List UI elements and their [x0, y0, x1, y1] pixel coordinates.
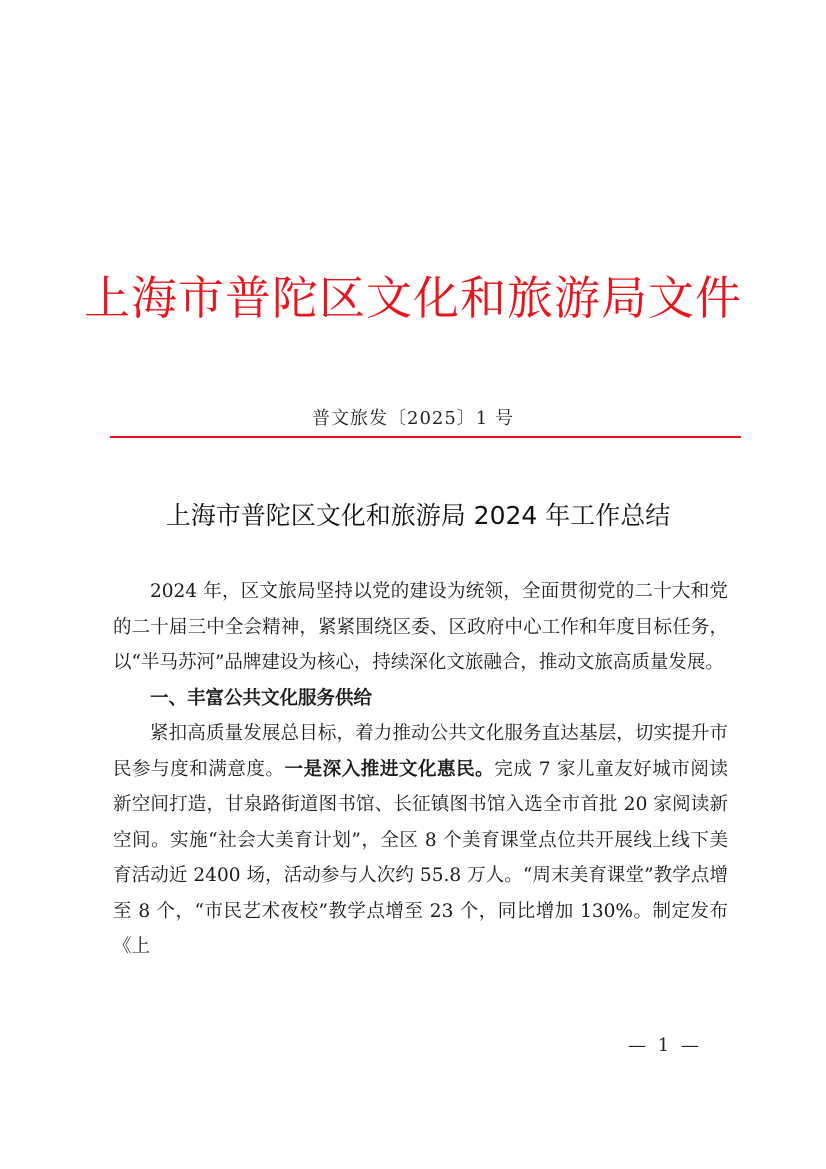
body-paragraph [113, 716, 728, 965]
document-number: 普文旅发〔2025〕1 号 [312, 408, 514, 429]
paragraph-lead-text: 紧扣高质量发展总目标，着力推动公共文化服务直达基层，切实提升市民参与度和满意度。 [113, 723, 728, 780]
issuer-red-header: 上海市普陀区文化和旅游局文件 [84, 271, 742, 325]
page-number: — 1 — [628, 1035, 702, 1056]
section-heading: 一、丰富公共文化服务供给 [150, 687, 373, 709]
intro-paragraph: 2024 年，区文旅局坚持以党的建设为统领，全面贯彻党的二十大和党的二十届三中全会精神，紧紧围绕区委、区政府中心工作和年度目标任务，以“半马苏河”品牌建设为核心，持续深化文旅融合，推动文旅高质量发展。 [113, 581, 728, 673]
red-separator-line [110, 436, 741, 438]
document-body [113, 574, 728, 965]
document-title: 上海市普陀区文化和旅游局 2024 年工作总结 [165, 501, 671, 530]
bold-point-label: 一是深入推进文化惠民。 [284, 758, 495, 780]
paragraph-rest-text: 完成 7 家儿童友好城市阅读新空间打造，甘泉路街道图书馆、长征镇图书馆入选全市首批 20 家阅读新空间。实施“社会大美育计划”，全区 8 个美育课堂点位共开展线上线下美育活动近 2400 场，活动参与人次约 55.8 万人。“周末美育课堂”教学点增至 8 个，“市民艺术夜校”教学点增至 23 个，同比增加 130%。制定发布《上 [113, 758, 728, 957]
